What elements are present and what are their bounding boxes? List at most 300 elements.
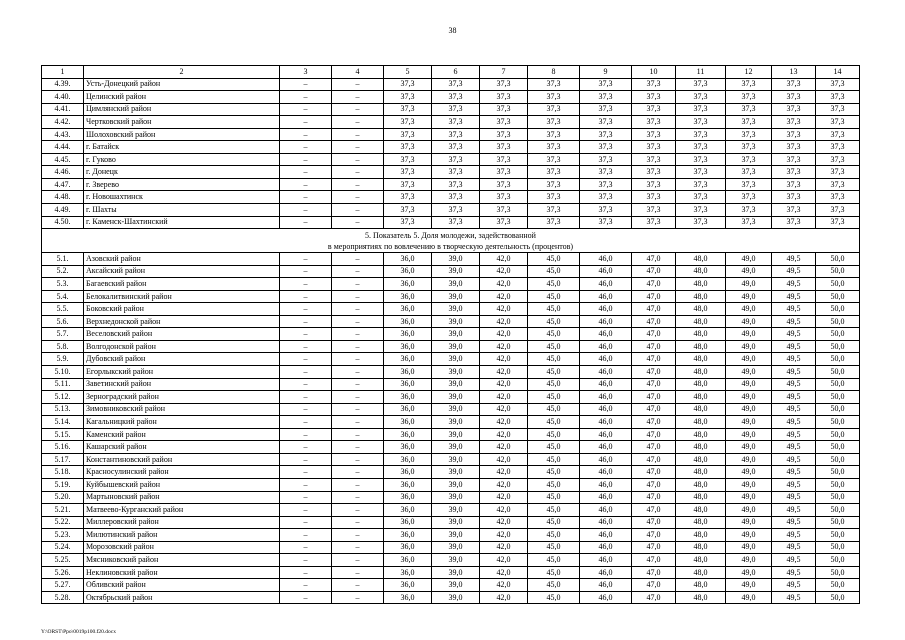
value-cell: 48,0 [676,315,726,328]
value-cell: 46,0 [580,253,632,266]
table-row [42,141,860,154]
table-body [42,66,860,604]
value-cell: 37,3 [580,204,632,217]
value-cell: 49,5 [772,303,816,316]
value-cell: 37,3 [432,141,480,154]
value-cell: 42,0 [480,504,528,517]
value-cell: 48,0 [676,253,726,266]
value-cell: 45,0 [528,579,580,592]
value-cell: 39,0 [432,340,480,353]
value-cell: 37,3 [580,153,632,166]
value-cell: 50,0 [816,403,860,416]
baseline-cell: – [280,204,332,217]
value-cell: 37,3 [676,128,726,141]
table-row [42,128,860,141]
value-cell: 49,0 [726,453,772,466]
column-number-cell: 3 [280,66,332,79]
table-row [42,303,860,316]
value-cell: 49,5 [772,328,816,341]
column-number-row [42,66,860,79]
baseline-cell: – [332,566,384,579]
value-cell: 46,0 [580,566,632,579]
table-row [42,191,860,204]
value-cell: 37,3 [772,204,816,217]
value-cell: 36,0 [384,441,432,454]
value-cell: 37,3 [432,153,480,166]
baseline-cell: – [280,153,332,166]
baseline-cell: – [332,116,384,129]
value-cell: 37,3 [676,91,726,104]
value-cell: 49,0 [726,441,772,454]
row-number: 4.42. [42,116,84,129]
value-cell: 45,0 [528,529,580,542]
value-cell: 37,3 [480,178,528,191]
value-cell: 39,0 [432,428,480,441]
value-cell: 37,3 [772,116,816,129]
value-cell: 37,3 [676,78,726,91]
value-cell: 49,0 [726,278,772,291]
table-row [42,315,860,328]
value-cell: 49,5 [772,466,816,479]
baseline-cell: – [332,554,384,567]
value-cell: 42,0 [480,566,528,579]
value-cell: 37,3 [480,91,528,104]
value-cell: 37,3 [816,103,860,116]
value-cell: 39,0 [432,453,480,466]
row-number: 4.41. [42,103,84,116]
column-number-cell: 13 [772,66,816,79]
value-cell: 37,3 [632,103,676,116]
value-cell: 36,0 [384,353,432,366]
row-number: 4.39. [42,78,84,91]
row-number: 5.22. [42,516,84,529]
value-cell: 50,0 [816,441,860,454]
value-cell: 39,0 [432,566,480,579]
value-cell: 39,0 [432,378,480,391]
value-cell: 47,0 [632,391,676,404]
baseline-cell: – [280,453,332,466]
value-cell: 39,0 [432,328,480,341]
value-cell: 36,0 [384,378,432,391]
value-cell: 37,3 [816,166,860,179]
baseline-cell: – [280,116,332,129]
value-cell: 47,0 [632,253,676,266]
row-number: 5.2. [42,265,84,278]
district-name: Аксайский район [84,265,280,278]
value-cell: 49,0 [726,416,772,429]
value-cell: 37,3 [528,128,580,141]
value-cell: 47,0 [632,591,676,604]
baseline-cell: – [280,478,332,491]
value-cell: 47,0 [632,278,676,291]
row-number: 5.24. [42,541,84,554]
value-cell: 46,0 [580,478,632,491]
district-name: Обливский район [84,579,280,592]
row-number: 5.26. [42,566,84,579]
value-cell: 50,0 [816,278,860,291]
value-cell: 37,3 [676,178,726,191]
baseline-cell: – [332,416,384,429]
value-cell: 46,0 [580,516,632,529]
row-number: 5.13. [42,403,84,416]
value-cell: 47,0 [632,466,676,479]
value-cell: 47,0 [632,541,676,554]
value-cell: 49,0 [726,504,772,517]
district-name: Миллеровский район [84,516,280,529]
value-cell: 37,3 [632,116,676,129]
value-cell: 49,5 [772,491,816,504]
value-cell: 36,0 [384,328,432,341]
value-cell: 46,0 [580,340,632,353]
value-cell: 42,0 [480,428,528,441]
value-cell: 42,0 [480,278,528,291]
value-cell: 50,0 [816,591,860,604]
district-name: Усть-Донецкий район [84,78,280,91]
section-title-line: 5. Показатель 5. Доля молодежи, задействованной [365,230,536,240]
value-cell: 42,0 [480,253,528,266]
value-cell: 39,0 [432,579,480,592]
value-cell: 49,5 [772,591,816,604]
value-cell: 36,0 [384,478,432,491]
value-cell: 37,3 [384,91,432,104]
value-cell: 49,5 [772,566,816,579]
value-cell: 37,3 [580,191,632,204]
value-cell: 50,0 [816,340,860,353]
value-cell: 36,0 [384,391,432,404]
value-cell: 36,0 [384,579,432,592]
table-row [42,353,860,366]
value-cell: 36,0 [384,591,432,604]
value-cell: 37,3 [384,204,432,217]
value-cell: 48,0 [676,516,726,529]
value-cell: 49,5 [772,265,816,278]
row-number: 4.49. [42,204,84,217]
value-cell: 37,3 [816,116,860,129]
value-cell: 49,5 [772,478,816,491]
value-cell: 49,0 [726,340,772,353]
value-cell: 42,0 [480,466,528,479]
value-cell: 37,3 [528,141,580,154]
value-cell: 49,0 [726,466,772,479]
table-row [42,204,860,217]
baseline-cell: – [280,265,332,278]
value-cell: 36,0 [384,403,432,416]
value-cell: 45,0 [528,378,580,391]
value-cell: 49,0 [726,265,772,278]
value-cell: 48,0 [676,453,726,466]
baseline-cell: – [332,504,384,517]
row-number: 5.10. [42,366,84,379]
table-row [42,328,860,341]
baseline-cell: – [280,303,332,316]
value-cell: 37,3 [528,178,580,191]
value-cell: 37,3 [384,178,432,191]
value-cell: 37,3 [384,216,432,229]
value-cell: 46,0 [580,491,632,504]
baseline-cell: – [280,141,332,154]
value-cell: 50,0 [816,566,860,579]
value-cell: 47,0 [632,366,676,379]
baseline-cell: – [332,204,384,217]
table-row [42,78,860,91]
value-cell: 37,3 [480,128,528,141]
table-row [42,340,860,353]
row-number: 5.14. [42,416,84,429]
value-cell: 37,3 [772,166,816,179]
value-cell: 37,3 [528,216,580,229]
value-cell: 49,5 [772,579,816,592]
value-cell: 37,3 [632,91,676,104]
value-cell: 49,0 [726,579,772,592]
value-cell: 37,3 [480,103,528,116]
column-number-cell: 9 [580,66,632,79]
value-cell: 50,0 [816,466,860,479]
value-cell: 48,0 [676,466,726,479]
baseline-cell: – [280,253,332,266]
value-cell: 42,0 [480,378,528,391]
value-cell: 49,5 [772,366,816,379]
value-cell: 37,3 [676,153,726,166]
section-5-title [42,229,860,253]
baseline-cell: – [280,466,332,479]
table-row [42,153,860,166]
value-cell: 37,3 [726,78,772,91]
value-cell: 36,0 [384,278,432,291]
value-cell: 36,0 [384,265,432,278]
value-cell: 37,3 [632,153,676,166]
value-cell: 47,0 [632,340,676,353]
value-cell: 37,3 [528,204,580,217]
value-cell: 45,0 [528,428,580,441]
baseline-cell: – [332,340,384,353]
column-number-cell: 7 [480,66,528,79]
value-cell: 46,0 [580,579,632,592]
value-cell: 37,3 [632,191,676,204]
value-cell: 48,0 [676,340,726,353]
value-cell: 46,0 [580,328,632,341]
baseline-cell: – [332,579,384,592]
table-row [42,579,860,592]
baseline-cell: – [332,128,384,141]
district-name: Морозовский район [84,541,280,554]
value-cell: 49,5 [772,253,816,266]
value-cell: 37,3 [632,141,676,154]
row-number: 5.7. [42,328,84,341]
baseline-cell: – [332,441,384,454]
table-row [42,541,860,554]
value-cell: 37,3 [726,91,772,104]
value-cell: 48,0 [676,491,726,504]
value-cell: 39,0 [432,366,480,379]
value-cell: 37,3 [480,78,528,91]
value-cell: 49,0 [726,253,772,266]
value-cell: 49,5 [772,278,816,291]
district-name: Константиновский район [84,453,280,466]
baseline-cell: – [280,178,332,191]
value-cell: 36,0 [384,340,432,353]
value-cell: 37,3 [480,216,528,229]
table-row [42,516,860,529]
value-cell: 50,0 [816,391,860,404]
baseline-cell: – [332,78,384,91]
value-cell: 48,0 [676,504,726,517]
value-cell: 36,0 [384,516,432,529]
district-name: г. Батайск [84,141,280,154]
value-cell: 42,0 [480,591,528,604]
value-cell: 50,0 [816,516,860,529]
district-name: Багаевский район [84,278,280,291]
baseline-cell: – [280,353,332,366]
value-cell: 37,3 [432,191,480,204]
value-cell: 46,0 [580,391,632,404]
row-number: 5.11. [42,378,84,391]
value-cell: 36,0 [384,290,432,303]
value-cell: 37,3 [726,141,772,154]
district-name: Мартыновский район [84,491,280,504]
value-cell: 48,0 [676,541,726,554]
value-cell: 48,0 [676,529,726,542]
column-number-cell: 14 [816,66,860,79]
value-cell: 37,3 [580,78,632,91]
district-name: Боковский район [84,303,280,316]
value-cell: 49,0 [726,428,772,441]
value-cell: 42,0 [480,315,528,328]
column-number-cell: 11 [676,66,726,79]
table-row [42,453,860,466]
indicator-table [41,65,860,604]
district-name: г. Зверево [84,178,280,191]
value-cell: 45,0 [528,340,580,353]
value-cell: 37,3 [384,141,432,154]
value-cell: 45,0 [528,441,580,454]
value-cell: 42,0 [480,491,528,504]
value-cell: 50,0 [816,579,860,592]
value-cell: 37,3 [816,91,860,104]
value-cell: 48,0 [676,366,726,379]
baseline-cell: – [280,403,332,416]
value-cell: 48,0 [676,278,726,291]
column-number-cell: 4 [332,66,384,79]
value-cell: 49,0 [726,403,772,416]
value-cell: 50,0 [816,378,860,391]
value-cell: 39,0 [432,466,480,479]
value-cell: 37,3 [580,178,632,191]
column-number-cell: 5 [384,66,432,79]
baseline-cell: – [332,315,384,328]
baseline-cell: – [332,366,384,379]
baseline-cell: – [280,216,332,229]
value-cell: 39,0 [432,416,480,429]
value-cell: 48,0 [676,403,726,416]
value-cell: 49,0 [726,391,772,404]
row-number: 4.45. [42,153,84,166]
value-cell: 46,0 [580,366,632,379]
value-cell: 47,0 [632,378,676,391]
district-name: Егорлыкский район [84,366,280,379]
value-cell: 37,3 [772,178,816,191]
district-name: Зимовниковский район [84,403,280,416]
table-row [42,91,860,104]
baseline-cell: – [332,216,384,229]
value-cell: 47,0 [632,290,676,303]
value-cell: 45,0 [528,491,580,504]
value-cell: 45,0 [528,504,580,517]
district-name: г. Шахты [84,204,280,217]
value-cell: 42,0 [480,541,528,554]
value-cell: 47,0 [632,428,676,441]
value-cell: 37,3 [676,103,726,116]
baseline-cell: – [332,328,384,341]
value-cell: 37,3 [726,103,772,116]
value-cell: 37,3 [384,78,432,91]
baseline-cell: – [332,403,384,416]
district-name: Матвеево-Курганский район [84,504,280,517]
value-cell: 37,3 [676,216,726,229]
value-cell: 37,3 [816,153,860,166]
value-cell: 45,0 [528,403,580,416]
district-name: Кагальницкий район [84,416,280,429]
value-cell: 50,0 [816,428,860,441]
value-cell: 42,0 [480,366,528,379]
district-name: Целинский район [84,91,280,104]
table-row [42,116,860,129]
value-cell: 50,0 [816,265,860,278]
value-cell: 37,3 [816,204,860,217]
table-row [42,278,860,291]
value-cell: 49,0 [726,478,772,491]
value-cell: 47,0 [632,504,676,517]
value-cell: 42,0 [480,516,528,529]
value-cell: 39,0 [432,265,480,278]
value-cell: 37,3 [480,166,528,179]
value-cell: 50,0 [816,491,860,504]
value-cell: 37,3 [676,166,726,179]
value-cell: 39,0 [432,278,480,291]
page-number: 38 [448,26,457,35]
row-number: 5.3. [42,278,84,291]
value-cell: 37,3 [480,153,528,166]
value-cell: 37,3 [726,204,772,217]
value-cell: 36,0 [384,253,432,266]
value-cell: 37,3 [480,141,528,154]
value-cell: 45,0 [528,290,580,303]
value-cell: 45,0 [528,315,580,328]
value-cell: 45,0 [528,303,580,316]
baseline-cell: – [332,478,384,491]
value-cell: 37,3 [772,153,816,166]
value-cell: 49,0 [726,541,772,554]
value-cell: 50,0 [816,416,860,429]
table-row [42,466,860,479]
row-number: 4.46. [42,166,84,179]
value-cell: 36,0 [384,453,432,466]
baseline-cell: – [332,265,384,278]
column-number-cell: 1 [42,66,84,79]
value-cell: 37,3 [432,103,480,116]
baseline-cell: – [280,416,332,429]
baseline-cell: – [332,278,384,291]
value-cell: 46,0 [580,428,632,441]
value-cell: 37,3 [432,128,480,141]
value-cell: 46,0 [580,315,632,328]
value-cell: 49,0 [726,566,772,579]
value-cell: 37,3 [772,103,816,116]
value-cell: 45,0 [528,391,580,404]
value-cell: 37,3 [632,216,676,229]
value-cell: 48,0 [676,591,726,604]
baseline-cell: – [332,591,384,604]
value-cell: 48,0 [676,328,726,341]
